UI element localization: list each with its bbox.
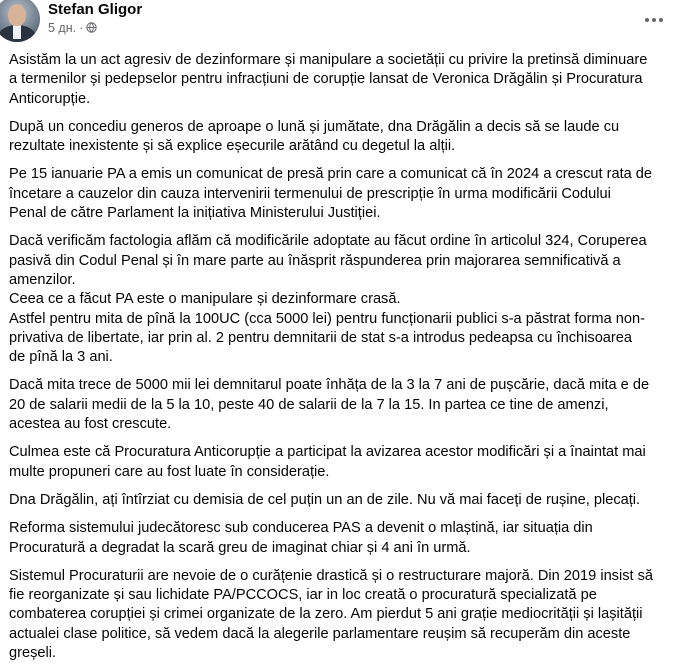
post-paragraph <box>9 232 671 367</box>
post-text-line: Astfel pentru mita de pînă la 100UC (cca 5000 lei) pentru funcționarii publici s-a păstrat forma non- <box>9 310 645 327</box>
more-horizontal-icon <box>645 18 649 22</box>
post-text-line: Dacă verificăm factologia aflăm că modificările adoptate au făcut ordine în articolul 324, Coruperea <box>9 233 647 250</box>
post-text-line: amenzilor. <box>9 271 76 288</box>
post-paragraph <box>9 51 671 109</box>
more-options-button[interactable] <box>640 6 668 34</box>
post-text-line: fie reorganizate și sau lichidate PA/PCCOCS, iar in loc creată o procuratură specializată pe <box>9 587 597 604</box>
post-paragraph <box>9 491 671 510</box>
post-paragraph <box>9 376 671 434</box>
post-text-line: de pînă la 3 ani. <box>9 349 113 366</box>
post-text-line: Asistăm la un act agresiv de dezinformare și manipulare a societății cu privire la pretinsă diminuare <box>9 52 648 68</box>
author-name[interactable]: Stefan Gligor <box>48 1 143 18</box>
globe-icon[interactable] <box>86 22 97 33</box>
post-text-line: multe propuneri care au fost luate în considerație. <box>9 463 330 480</box>
post-text-line: Procuratură a degradat la scară greu de imaginat chiar și 4 ani în urmă. <box>9 539 471 556</box>
post-text-line: privativa de libertate, iar prin al. 2 pentru demnitarii de stat s-a introdus pedeapsa cu închisoarea <box>9 329 633 346</box>
post-paragraph <box>9 165 671 223</box>
post-text <box>9 51 671 672</box>
post-text-line: Culmea este că Procuratura Anticorupție a participat la avizarea acestor modificări și a înaintat mai <box>9 444 646 461</box>
post-text-line: a termenilor și pedepselor pentru infracțiuni de corupție lansat de Veronica Drăgălin și Procuratura <box>9 71 643 88</box>
post-header <box>0 0 677 40</box>
post-text-line: pasivă din Codul Penal și în mare parte au înăsprit răspunderea prin majorarea semnificativă a <box>9 252 621 269</box>
post-text-line: Penal de către Parlament la inițiativa Ministerului Justiției. <box>9 205 381 222</box>
post-text-line: greșeli. <box>9 645 57 662</box>
post-paragraph <box>9 519 671 558</box>
post-text-line: Anticorupție. <box>9 90 91 107</box>
post-paragraph <box>9 567 671 663</box>
post-text-line: Dacă mita trece de 5000 mii lei demnitarul poate înhăța de la 3 la 7 ani de pușcărie, dacă mita e de <box>9 377 650 394</box>
post-text-line: Reforma sistemului judecătoresc sub conducerea PAS a devenit o mlaștină, iar situația din <box>9 520 593 537</box>
post-text-line: După un concediu generos de aproape o lună și jumătate, dna Drăgălin a decis să se laude cu <box>9 118 620 135</box>
post-text-line: rezultate inexistente și să explice eșecurile arătând cu degetul la alții. <box>9 138 456 155</box>
post-text-line: acestea au fost crescute. <box>9 416 172 433</box>
post-meta <box>48 20 97 36</box>
post-paragraph <box>9 118 671 157</box>
post-text-line: încetare a cauzelor din cauza intervenirii termenului de prescripție în urma modificării Codului <box>9 185 611 202</box>
post-text-line: actualei clase politice, să vedem dacă la alegerile parlamentare reușim să recuperăm din aceste <box>9 625 631 642</box>
avatar[interactable] <box>0 0 40 42</box>
post-text-line: Pe 15 ianuarie PA a emis un comunicat de presă prin care a comunicat că în 2024 a crescut rata de <box>9 166 653 183</box>
post-text-line: Dna Drăgălin, ați întîrziat cu demisia de cel puțin un an de zile. Nu vă mai faceți de rușine, plecați. <box>9 491 641 508</box>
post-text-line: combaterea corupției și crimei organizate de la zero. Am pierdut 5 ani grație mediocrității și lașității <box>9 606 643 623</box>
post-text-line: Sistemul Procuraturii are nevoie de o curățenie drastică și o restructurare majoră. Din 2019 insist să <box>9 567 654 584</box>
post-text-line: Ceea ce a făcut PA este o manipulare și dezinformare crasă. <box>9 291 401 308</box>
meta-separator: · <box>79 21 84 35</box>
post-time[interactable]: 5 дн. <box>48 21 77 35</box>
post-text-line: 20 de salarii medii de la 5 la 10, peste 40 de salarii de la 7 la 15. In partea ce tine de amenzi, <box>9 396 609 413</box>
post-paragraph <box>9 443 671 482</box>
